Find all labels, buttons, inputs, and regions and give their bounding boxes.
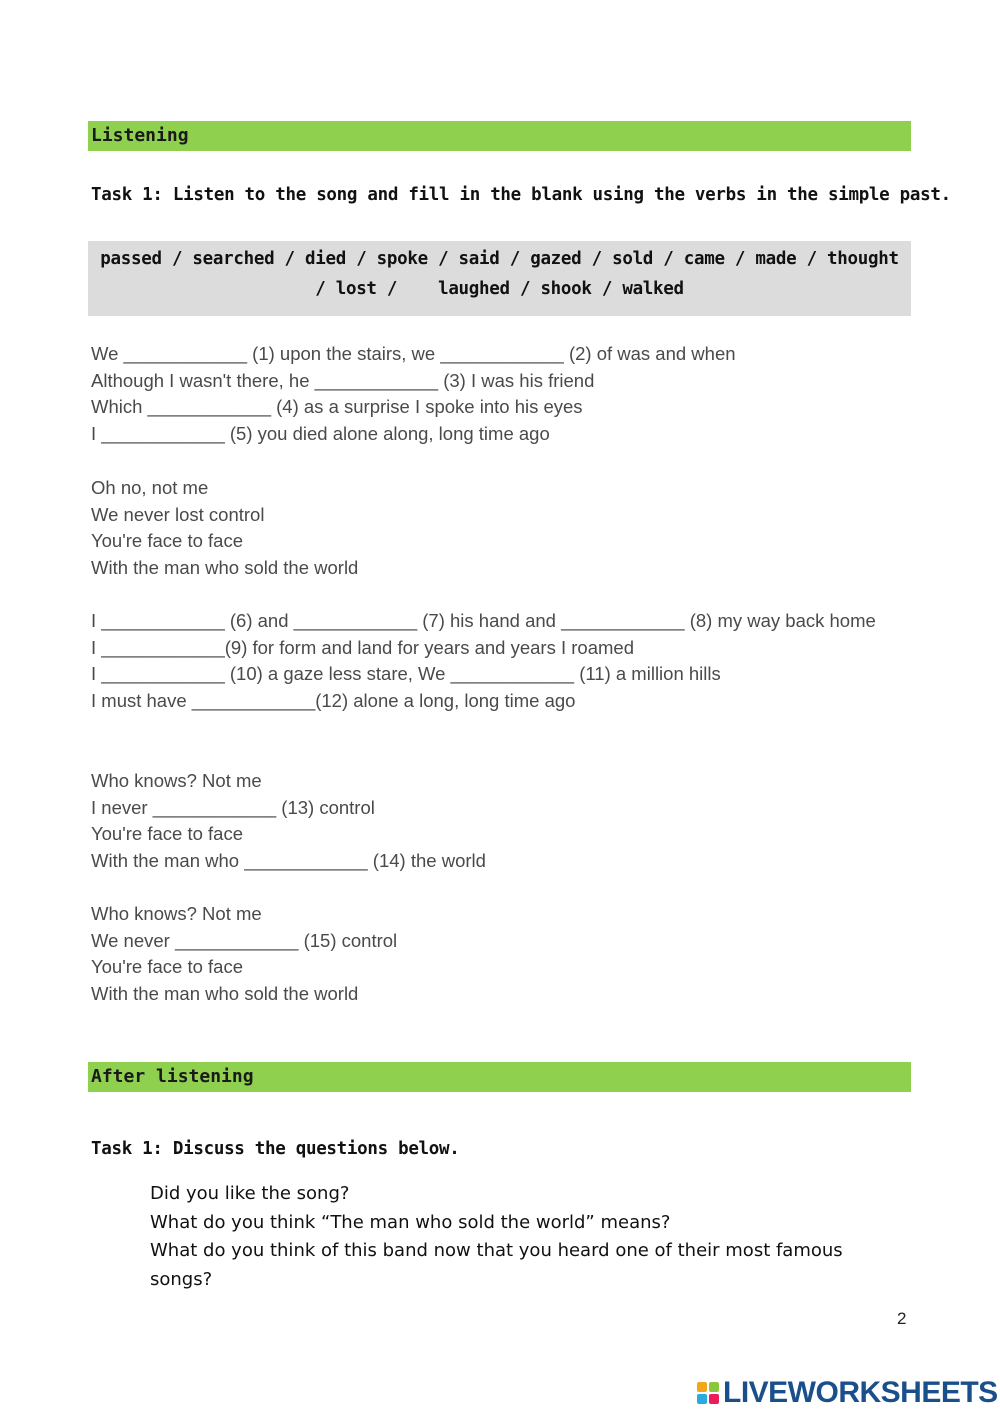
logo-square-red [709, 1394, 719, 1404]
discussion-questions [150, 1180, 890, 1294]
word-bank-line-2: / lost / laughed / shook / walked [315, 279, 684, 299]
section-header-listening: Listening [88, 121, 911, 151]
lyric-line: With the man who ____________ (14) the world [91, 850, 486, 872]
logo-square-green [709, 1382, 719, 1392]
lyric-line: Although I wasn't there, he ____________ (3) I was his friend [91, 369, 595, 391]
lyric-line: We ____________ (1) upon the stairs, we ____________ (2) of was and when [91, 343, 736, 364]
liveworksheets-icon [697, 1382, 719, 1404]
task-instruction-listening: Task 1: Listen to the song and fill in the blank using the verbs in the simple past. [91, 185, 951, 205]
liveworksheets-logo[interactable] [697, 1378, 998, 1408]
logo-square-orange [697, 1382, 707, 1392]
lyrics-chorus-1 [91, 475, 901, 582]
lyric-line: I ____________ (6) and ____________ (7) his hand and ____________ (8) my way back home [91, 610, 876, 631]
lyric-line: With the man who sold the world [91, 983, 359, 1005]
lyrics-chorus-2 [91, 768, 901, 875]
lyric-line: Who knows? Not me [91, 903, 262, 924]
lyric-line: Who knows? Not me [91, 770, 262, 791]
lyric-line: I must have ____________(12) alone a long, long time ago [91, 690, 576, 712]
lyric-line: Which ____________ (4) as a surprise I spoke into his eyes [91, 396, 583, 418]
lyric-line: We never lost control [91, 503, 265, 525]
logo-text: LIVEWORKSHEETS [723, 1376, 998, 1409]
lyric-line: I ____________(9) for form and land for years and years I roamed [91, 636, 634, 658]
question-item: Did you like the song? [150, 1183, 350, 1204]
lyrics-chorus-3 [91, 901, 901, 1008]
lyric-line: You're face to face [91, 530, 243, 552]
lyrics-stanza-2 [91, 608, 901, 715]
lyric-line: I ____________ (5) you died alone along, long time ago [91, 423, 550, 445]
section-header-after-listening: After listening [88, 1062, 911, 1092]
lyric-line: We never ____________ (15) control [91, 929, 398, 951]
lyric-line: Oh no, not me [91, 477, 209, 498]
question-item: What do you think “The man who sold the world” means? [150, 1211, 671, 1233]
word-bank-line-1: passed / searched / died / spoke / said / gazed / sold / came / made / thought [100, 249, 899, 269]
page-number: 2 [897, 1309, 907, 1328]
lyrics-stanza-1 [91, 341, 901, 448]
lyric-line: I ____________ (10) a gaze less stare, We ____________ (11) a million hills [91, 663, 721, 685]
lyric-line: You're face to face [91, 956, 243, 978]
word-bank [88, 241, 911, 316]
question-item: What do you think of this band now that you heard one of their most famous songs? [150, 1240, 843, 1290]
lyric-line: I never ____________ (13) control [91, 796, 375, 818]
lyric-line: With the man who sold the world [91, 557, 359, 579]
logo-square-blue [697, 1394, 707, 1404]
task-instruction-after-listening: Task 1: Discuss the questions below. [91, 1139, 460, 1159]
lyric-line: You're face to face [91, 823, 243, 845]
